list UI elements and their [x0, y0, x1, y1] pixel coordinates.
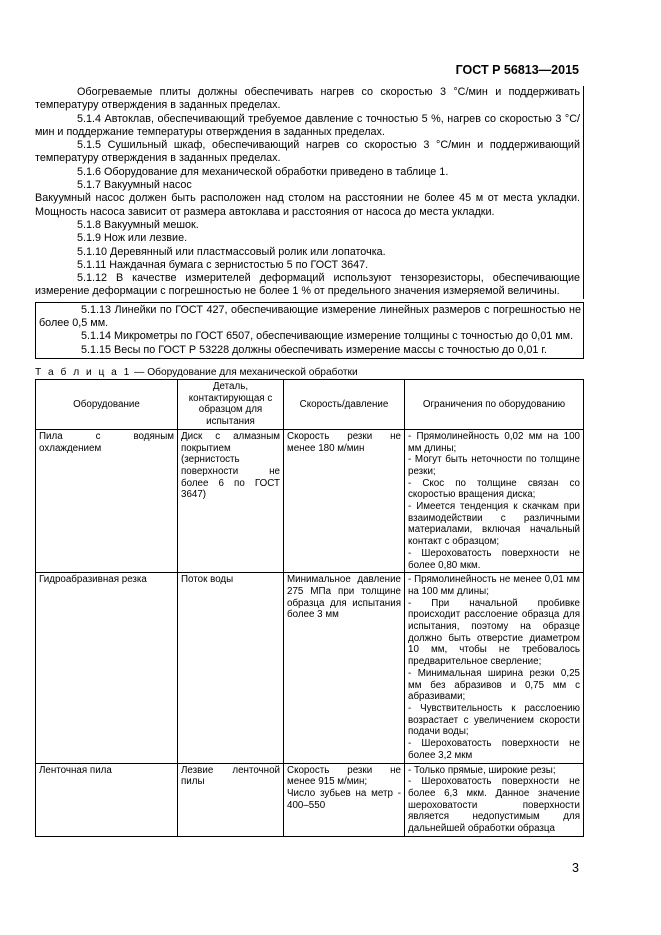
paragraph: Обогреваемые плиты должны обеспечивать нагрев со скоростью 3 °С/мин и поддерживать температуру отверждения в заданных пределах. — [35, 86, 580, 112]
table-row — [36, 429, 584, 572]
cell-line: - Шероховатость поверхности не более 3,2 мкм — [408, 738, 580, 761]
cell-line: Скорость резки не менее 180 м/мин — [287, 430, 401, 454]
cell-line: - Прямолинейность не менее 0,01 мм на 100 мм длины; — [408, 574, 580, 597]
cell-line: Минимальное давление 275 МПа при толщине образца для испытания более 3 мм — [287, 574, 401, 621]
part-cell: Поток воды — [178, 573, 284, 763]
cell-line: - Только прямые, широкие резы; — [408, 764, 556, 776]
cell-line: - Имеется тенденция к скачкам при взаимодействии с различными материалами, включая начальный контакт с образцом; — [408, 501, 580, 548]
speed-cell — [284, 763, 405, 836]
paragraph: 5.1.8 Вакуумный мешок. — [77, 218, 199, 231]
paragraph: Вакуумный насос должен быть расположен над столом на расстоянии не более 45 м от места укладки. Мощность насоса зависит от размера автоклава и расстояния от насоса до места укладки. — [35, 192, 580, 218]
equipment-cell: Ленточная пила — [36, 763, 178, 836]
paragraph: 5.1.6 Оборудование для механической обработки приведено в таблице 1. — [77, 165, 449, 178]
paragraph: 5.1.15 Весы по ГОСТ Р 53228 должны обеспечивать измерение массы с точностью до 0,01 г. — [81, 343, 547, 356]
speed-cell — [284, 573, 405, 763]
paragraph: 5.1.11 Наждачная бумага с зернистостью 5 по ГОСТ 3647. — [77, 258, 369, 271]
cell-line: Скорость резки не менее 915 м/мин; — [287, 764, 401, 788]
column-header: Ограничения по оборудованию — [405, 380, 584, 430]
column-header: Скорость/давление — [284, 380, 405, 430]
limits-cell — [405, 763, 584, 836]
paragraph: 5.1.4 Автоклав, обеспечивающий требуемое давление с точностью 5 %, нагрев со скоростью 3 °С/мин и поддержание температуры отверждения в заданных пределах. — [35, 112, 580, 138]
speed-cell — [284, 429, 405, 572]
paragraph: 5.1.7 Вакуумный насос — [77, 179, 192, 192]
column-header: Оборудование — [36, 380, 178, 430]
cell-line: - Минимальная ширина резки 0,25 мм без абразивов и 0,75 мм с абразивами; — [408, 667, 580, 703]
paragraph: 5.1.9 Нож или лезвие. — [77, 232, 188, 245]
paragraph: 5.1.5 Сушильный шкаф, обеспечивающий нагрев со скоростью 3 °С/мин и поддерживающий температуру отверждения в заданных пределах. — [35, 139, 580, 165]
table-caption-text: — Оборудование для механической обработки — [131, 367, 358, 378]
table-row — [36, 573, 584, 763]
part-cell: Лезвие ленточной пилы — [178, 763, 284, 836]
equipment-cell: Пила с водяным охлаждением — [36, 429, 178, 572]
part-cell: Диск с алмазным покрытием (зернистость поверхности не более 6 по ГОСТ 3647) — [178, 429, 284, 572]
limits-cell — [405, 429, 584, 572]
document-header: ГОСТ Р 56813—2015 — [455, 63, 579, 77]
equipment-cell: Гидроабразивная резка — [36, 573, 178, 763]
boxed-amendment — [35, 302, 584, 359]
limits-cell — [405, 573, 584, 763]
cell-line: - Прямолинейность 0,02 мм на 100 мм длины; — [408, 430, 580, 454]
paragraph: 5.1.12 В качестве измерителей деформаций используют тензорезисторы, обеспечивающие измерение деформации с погрешностью не более 1 % от предельного значения измеряемой величины. — [35, 272, 580, 298]
revised-section — [35, 86, 584, 299]
table-header-row — [36, 380, 584, 430]
table-row — [36, 763, 584, 836]
cell-line: - Могут быть неточности по толщине резки; — [408, 454, 580, 477]
equipment-table — [35, 379, 584, 837]
cell-line: - Чувствительность к расслоению возрастает с увеличением скорости подачи воды; — [408, 702, 580, 738]
paragraph: 5.1.13 Линейки по ГОСТ 427, обеспечивающие измерение линейных размеров с погрешностью не более 0,5 мм. — [39, 303, 581, 330]
cell-line: - Скос по толщине связан со скоростью вращения диска; — [408, 477, 580, 501]
cell-line: Число зубьев на метр - 400–550 — [287, 787, 401, 811]
table-caption-label: Т а б л и ц а 1 — [35, 367, 132, 378]
paragraph: 5.1.14 Микрометры по ГОСТ 6507, обеспечивающие измерение толщины с точностью до 0,01 мм. — [81, 330, 574, 343]
column-header: Деталь, контактирующая с образцом для испытания — [178, 380, 284, 430]
cell-line: - Шероховатость поверхности не более 0,80 мкм. — [408, 547, 580, 571]
paragraph: 5.1.10 Деревянный или пластмассовый ролик или лопаточка. — [77, 245, 386, 258]
page-number: 3 — [572, 861, 579, 875]
cell-line: - При начальной пробивке происходит расслоение образца для испытания, поэтому на образце должно быть отверстие диаметром 10 мм, чтобы не требовалось предварительное сверление; — [408, 597, 580, 668]
table-caption — [35, 367, 358, 378]
body-text — [35, 86, 584, 359]
cell-line: - Шероховатость поверхности не более 6,3 мкм. Данное значение шероховатости поверхности является недопустимым для дальнейшей обработки образца — [408, 776, 580, 835]
